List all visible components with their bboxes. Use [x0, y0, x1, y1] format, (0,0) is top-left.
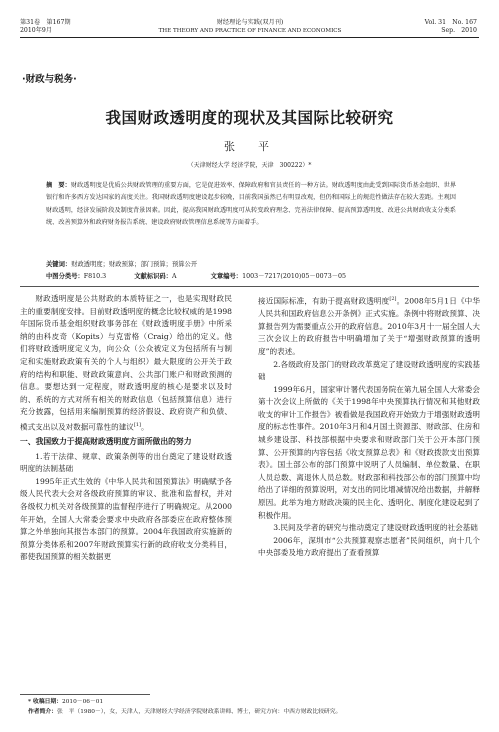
- doc-code-label: 文献标识码：: [134, 273, 172, 280]
- abstract-text: 财政透明度是优质公共财政管理的重要方面，它是促进效率、保障政府和官员责任的一种方法。财政透明度由此受到国际货币基金组织、世界银行和许多西方发达国家的高度关注。我国财政透明度建设起步较晚，目前我国虽然已有明显改观，但仍和国际上的规范性做法存在较大差距。主观因财政透明，经济发展阶段及制度背景因素。因此，提高我国财政透明度可从转变政府理念、完善法律保障、提高预算透明度、改进公共财政收支分类系统、改善预算外和政府财务报告系统、建设政府财政管理信息系统等方面着手。: [46, 182, 457, 226]
- left-column: [20, 293, 232, 564]
- keywords: [46, 260, 456, 270]
- article-title: 我国财政透明度的现状及其国际比较研究: [105, 109, 394, 127]
- abstract: [46, 180, 456, 229]
- citation: [1]: [133, 421, 141, 428]
- clc-value: F810.3: [83, 273, 107, 280]
- received-date: 2010－06－01: [62, 699, 104, 705]
- paragraph: 财政透明度是公共财政的本质特征之一，也是实现财政民主的重要制度安排。目前财政透明度的概念比较权威的是1998年国际货币基金组织财政事务部在《财政透明度手册》中所采纳的由科皮奇（Kopits）与克雷格（Craig）给出的定义。他们将财政透明度定义为，向公众（公众被定义为包括所有与制定和实施财政政策有关的个人与组织）最大限度的公开关于政府的结构和职能、财政政策意向、公共部门账户和财政预测的信息。要想达到一定程度，财政透明度的核心是要求以及时的、系统的方式对所有相关的财政信息（包括预算信息）进行充分披露，包括用来编制预算的经济假设、政府资产和负债、模式支出以及对数据可靠性的建议[1]。: [20, 294, 232, 432]
- section-tag: ·财政与税务·: [22, 74, 77, 85]
- subsection-heading: 3.民间及学者的研究与推动奠定了建设财政透明度的社会基础: [273, 523, 478, 533]
- author-bio: 张 平（1980－），女，天津人，天津财经大学经济学院财政系讲师、博士，研究方向：中西方财政比较研究。: [57, 709, 342, 715]
- article-id-value: 1003－7217(2010)05－0073－05: [242, 273, 347, 280]
- volume-issue-en: Vol. 31 No. 167: [424, 19, 477, 26]
- footnote-received: * 收稿日期：2010－06－01: [28, 699, 104, 705]
- article-id-label: 文章编号：: [210, 273, 243, 280]
- citation: [2]: [389, 296, 397, 302]
- author-affiliation: （天津财经大学 经济学院，天津 300222）*: [187, 162, 312, 169]
- date-en: Sep. 2010: [441, 27, 477, 34]
- footnote-author-bio: 作者简介：张 平（1980－），女，天津人，天津财经大学经济学院财政系讲师、博士，研究方向：中西方财政比较研究。: [28, 709, 342, 715]
- clc-label: 中图分类号：: [46, 273, 84, 280]
- abstract-label: 摘 要：: [46, 182, 71, 189]
- journal-name-en: THE THEORY AND PRACTICE OF FINANCE AND ECONOMICS: [158, 28, 342, 34]
- journal-name-cn: 财经理论与实践(双月刊): [216, 19, 284, 26]
- subsection-heading: 1.若干法律、规章、政策条例等的出台奠定了建设财政透明度的法制基础: [20, 451, 232, 474]
- author-name: 张 平: [224, 140, 275, 153]
- date-cn: 2010年9月: [20, 27, 53, 34]
- abstract-divider: [20, 286, 479, 287]
- paragraph: 接近国际标准，有助于提高财政透明度[2]。2008年5月1日《中华人民共和国政府信息公开条例》正式实施。条例中将财政预算、决算报告列为需要重点公开的政府信息。2010年3月十一届全国人大三次会议上的政府报告中明确增加了关于“增强财政预算的透明度”的表述。: [258, 296, 480, 356]
- keywords-label: 关键词：: [46, 261, 72, 268]
- keywords-text: 财政透明度；财政预算；部门预算；预算公开: [71, 261, 198, 268]
- doc-code-value: A: [172, 273, 177, 280]
- subsection-heading: 2.各级政府及部门的财政改革奠定了建设财政透明度的实践基础: [258, 359, 480, 382]
- section-heading: 一、我国致力于提高财政透明度方面所做出的努力: [20, 437, 192, 447]
- paragraph: 1999年6月，国家审计署代表国务院在第九届全国人大常委会第十次会议上所做的《关于1998年中央预算执行情况和其他财政收支的审计工作报告》被看做是我国政府开始致力于增强财政透明度的标志性事件。2010年3月和4月国土资源部、财政部、住房和城乡建设部、科技部根据中央要求和财政部门关于公开本部门预算、公开预算的内容包括《收支预算总表》和《财政拨款支出预算表》。国土部公布的部门预算中说明了人员编制、单位数量、在职人员总数、离退休人员总数。财政部和科技部公布的部门预算中均给出了详细的预算说明，对支出的同比增减情况给出数据，并解释原因。此举为地方财政决策的民主化、透明化、制度化建设起到了积极作用。: [258, 384, 480, 520]
- paragraph: 2006年，深圳市“公共预算观察志愿者”民间组织，向十几个中央部委及地方政府提出了查看预算: [258, 535, 480, 558]
- footnote-rule: [20, 694, 150, 695]
- header-rule: [20, 37, 479, 38]
- classification-line: [46, 272, 456, 282]
- right-column: [258, 293, 480, 560]
- paragraph: 1995年正式生效的《中华人民共和国预算法》明确赋予各级人民代表大会对各级政府预算的审议、批准和监督权，并对各级权力机关对各级预算的监督程序进行了明确规定。从2000年开始，全国人大常委会要求中央政府各部委应在政府整体预算之外单独向其报告本部门的预算。2004年我国政府实施新的预算分类体系和2007年财政预算实行新的政府收支分类科目，都使我国预算的相关数据更: [20, 476, 232, 562]
- volume-issue-cn: 第31卷 第167期: [20, 19, 71, 26]
